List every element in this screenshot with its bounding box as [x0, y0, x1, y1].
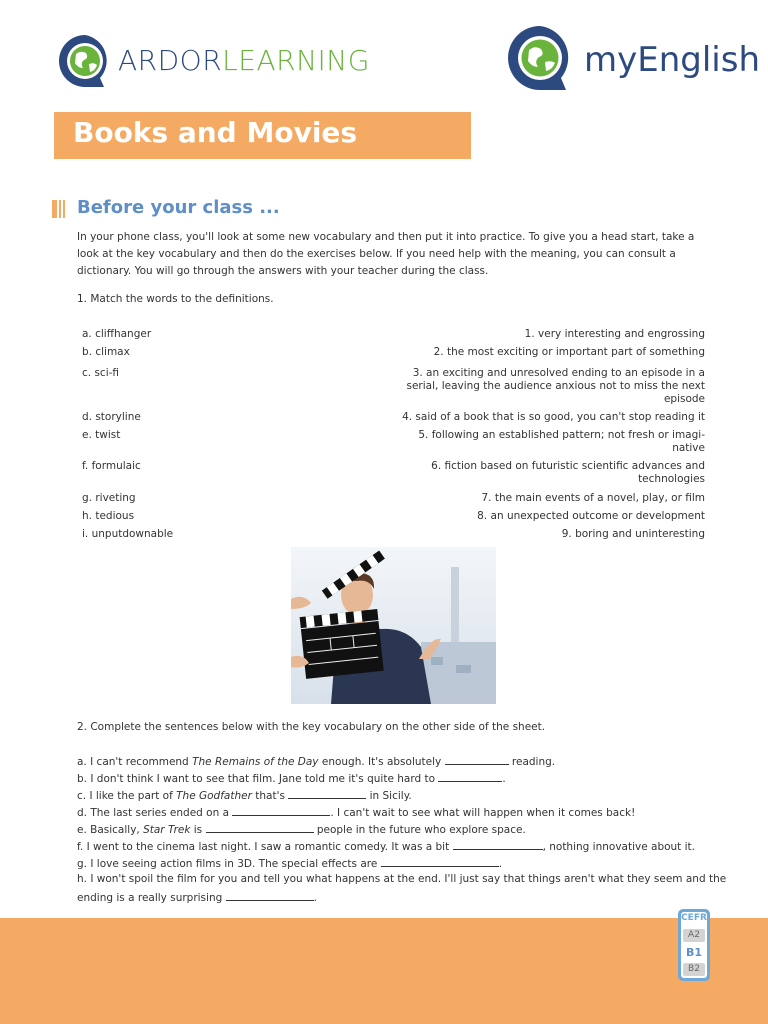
ardor-learning-logo: [56, 32, 370, 92]
sentence-title: Star Trek: [143, 824, 191, 836]
sentence-text: e. Basically,: [77, 824, 144, 836]
intro-paragraph: In your phone class, you'll look at some new vocabulary and then put it into practice. To give you a head start, take a look at the key vocabulary and then do the exercises below. If you need help with the meaning, you can consult a dictionary. You will go through the answers with your teacher during the class.: [77, 231, 695, 277]
sentence-text: .: [313, 892, 317, 904]
sentence-text: .: [498, 858, 503, 870]
sentence-text: g. I love seeing action films in 3D. The special effects are: [77, 858, 381, 870]
sentence-text: .: [502, 773, 506, 785]
exercise1-prompt: 1. Match the words to the definitions.: [77, 293, 274, 305]
sentence-text: reading.: [508, 756, 556, 768]
movie-clapperboard-photo: [291, 547, 496, 704]
answer-blank[interactable]: [232, 805, 330, 816]
sentence-title: The Godfather: [176, 790, 252, 802]
word-item: e. twist: [82, 429, 121, 441]
sentence-text: d. The last series ended on a: [77, 807, 233, 819]
sentence-c: [77, 788, 412, 802]
definition-item: 6. fiction based on futuristic scientific advances and technologies: [431, 460, 705, 485]
word-item: i. unputdownable: [82, 528, 174, 540]
word-item: d. storyline: [82, 411, 141, 423]
book-icon: [51, 198, 73, 220]
exercise2-prompt: 2. Complete the sentences below with the key vocabulary on the other side of the sheet.: [77, 721, 546, 733]
sentence-text: a. I can't recommend: [77, 756, 193, 768]
sentence-f: [77, 839, 695, 853]
sentence-text: ending is a really surprising: [77, 892, 226, 904]
sentence-a: [77, 754, 555, 768]
definition-item: 3. an exciting and unresolved ending to an episode in a serial, leaving the audience anxious not to miss the next episode: [406, 367, 705, 405]
brand-part-ardor: ARDOR: [118, 44, 223, 77]
definition-item: 2. the most exciting or important part of something: [433, 346, 705, 358]
answer-blank[interactable]: [445, 754, 509, 765]
sentence-text: enough. It's absolutely: [318, 756, 445, 768]
sentence-title: The Remains of the Day: [192, 756, 319, 768]
sentence-text: that's: [251, 790, 289, 802]
definition-item: 5. following an established pattern; not fresh or imagi-native: [418, 429, 705, 454]
answer-blank[interactable]: [288, 788, 366, 799]
sentence-d: [77, 805, 635, 819]
cefr-badge-inner: [681, 912, 707, 978]
word-item: g. riveting: [82, 492, 136, 504]
answer-blank[interactable]: [226, 890, 314, 901]
definition-item: 4. said of a book that is so good, you can't stop reading it: [402, 411, 705, 423]
brand-part-learning: LEARNING: [222, 44, 370, 77]
definition-item: 8. an unexpected outcome or development: [477, 510, 705, 522]
myenglish-logo: [506, 24, 761, 94]
sentence-h-line1: h. I won't spoil the film for you and tell you what happens at the end. I'll just say that things aren't what they seem and the: [77, 873, 727, 885]
page-title: Books and Movies: [73, 116, 358, 149]
section-title: Before your class ...: [77, 197, 280, 218]
answer-blank[interactable]: [438, 771, 502, 782]
answer-blank[interactable]: [206, 822, 314, 833]
ardor-learning-wordmark: [118, 44, 370, 77]
sentence-e: [77, 822, 526, 836]
definition-item: 9. boring and uninteresting: [561, 528, 705, 540]
sentence-text: c. I like the part of: [77, 790, 177, 802]
word-item: f. formulaic: [82, 460, 141, 472]
definition-item: 1. very interesting and engrossing: [524, 328, 705, 340]
footer-band: [0, 918, 768, 1024]
cefr-label: CEFR: [681, 913, 707, 923]
sentence-text: b. I don't think I want to see that film. Jane told me it's quite hard to: [77, 773, 439, 785]
sentence-text: . I can't wait to see what will happen when it comes back!: [330, 807, 636, 819]
myenglish-wordmark: myEnglish: [584, 40, 761, 80]
sentence-b: [77, 771, 506, 785]
sentence-text: in Sicily.: [366, 790, 412, 802]
cefr-badge: [678, 909, 710, 981]
sentence-g: [77, 856, 502, 870]
sentence-text: f. I went to the cinema last night. I saw a romantic comedy. It was a bit: [77, 841, 453, 853]
sentence-text: is: [190, 824, 206, 836]
sentence-text: , nothing innovative about it.: [542, 841, 696, 853]
sentence-text: people in the future who explore space.: [313, 824, 526, 836]
answer-blank[interactable]: [453, 839, 543, 850]
cefr-level-b1: B1: [683, 946, 705, 959]
word-item: b. climax: [82, 346, 130, 358]
word-item: a. cliffhanger: [82, 328, 152, 340]
sentence-h-line2: [77, 890, 317, 904]
globe-speech-icon: [56, 32, 114, 90]
definition-item: 7. the main events of a novel, play, or film: [481, 492, 705, 504]
word-item: c. sci-fi: [82, 367, 120, 379]
cefr-level-b2: B2: [683, 963, 705, 976]
title-banner: [54, 112, 471, 159]
word-item: h. tedious: [82, 510, 135, 522]
cefr-level-a2: A2: [683, 929, 705, 942]
globe-speech-icon: [506, 24, 578, 96]
answer-blank[interactable]: [381, 856, 499, 867]
